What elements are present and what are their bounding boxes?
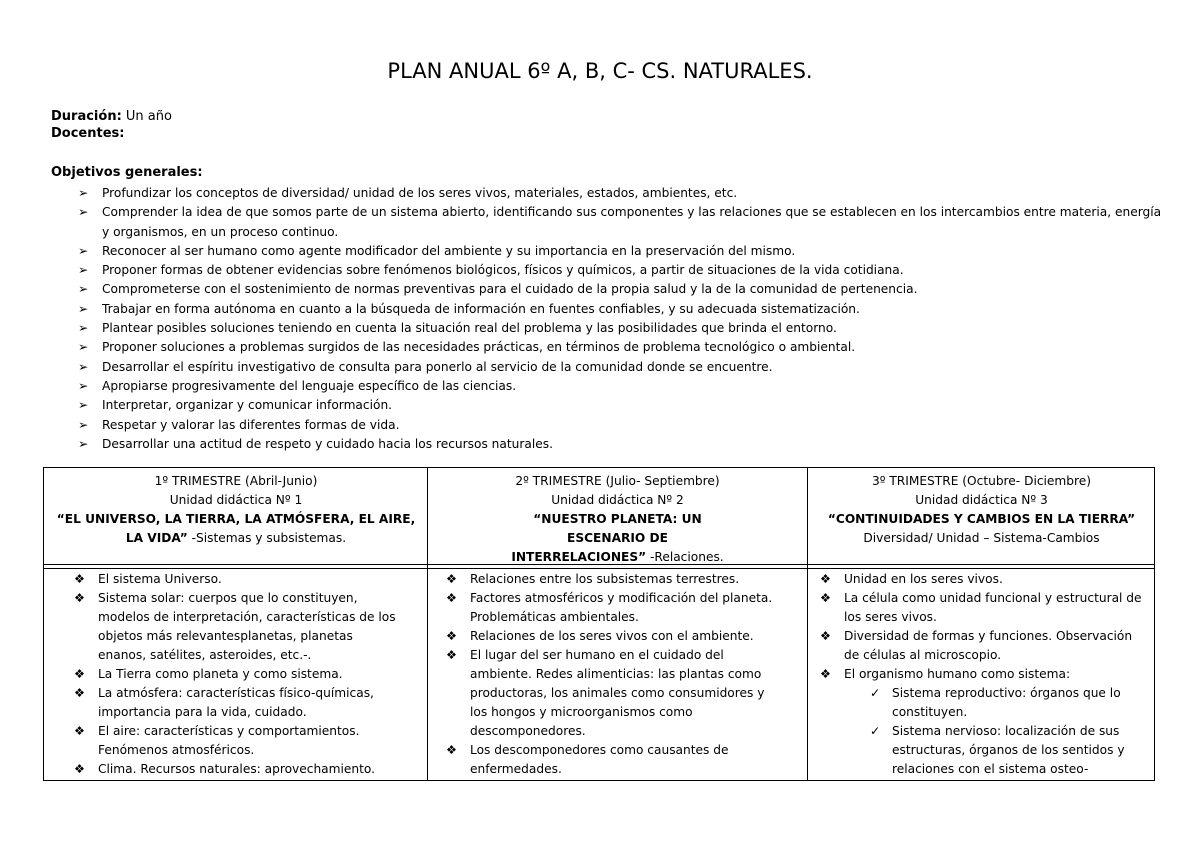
content-text: La atmósfera: características físico-químicas, importancia para la vida, cuidado. — [98, 686, 374, 719]
trimester-2-header — [429, 472, 806, 562]
content-text: Relaciones de los seres vivos con el ambiente. — [470, 629, 754, 643]
content-item — [70, 665, 396, 684]
diamond-bullet-icon: ❖ — [446, 629, 457, 643]
diamond-bullet-icon: ❖ — [74, 667, 85, 681]
objective-text: Profundizar los conceptos de diversidad/ unidad de los seres vivos, materiales, estados, ambientes, etc. — [102, 186, 738, 200]
diamond-bullet-icon: ❖ — [820, 629, 831, 643]
objective-text: Comprender la idea de que somos parte de un sistema abierto, identificando sus componentes y las relaciones que se establecen en los intercambios entre materia, energía y organismos, en un proceso continuo. — [102, 205, 1162, 239]
objective-text: Desarrollar una actitud de respeto y cuidado hacia los recursos naturales. — [102, 436, 553, 451]
diamond-bullet-icon: ❖ — [820, 667, 831, 681]
arrow-bullet-icon: ➢ — [78, 263, 89, 278]
objective-text: Respetar y valorar las diferentes formas de vida. — [102, 417, 400, 432]
page-title: PLAN ANUAL 6º A, B, C- CS. NATURALES. — [387, 59, 813, 83]
content-item — [816, 665, 1148, 684]
unit-label: Unidad didáctica Nº 2 — [551, 493, 684, 507]
content-text: Unidad en los seres vivos. — [844, 572, 1003, 586]
objective-item — [78, 338, 1163, 357]
unit-label: Unidad didáctica Nº 3 — [915, 493, 1048, 507]
duration-label: Duración: — [51, 109, 122, 124]
content-item — [442, 741, 778, 779]
objective-text: Desarrollar el espíritu investigativo de consulta para ponerlo al servicio de la comunidad donde se encuentre. — [102, 359, 773, 374]
content-item — [442, 589, 778, 627]
unit-label: Unidad didáctica Nº 1 — [169, 493, 303, 507]
content-text: El organismo humano como sistema: — [844, 667, 1071, 681]
objective-item — [78, 184, 1163, 203]
objective-text: Apropiarse progresivamente del lenguaje específico de las ciencias. — [102, 378, 517, 393]
diamond-bullet-icon: ❖ — [446, 743, 457, 757]
objective-text: Proponer formas de obtener evidencias sobre fenómenos biológicos, físicos y químicos, a partir de situaciones de la vida cotidiana. — [102, 263, 904, 278]
arrow-bullet-icon: ➢ — [78, 243, 89, 258]
unit-title: “CONTINUIDADES Y CAMBIOS EN LA TIERRA” — [827, 512, 1136, 526]
content-item — [70, 589, 396, 665]
arrow-bullet-icon: ➢ — [78, 186, 89, 200]
content-item — [816, 589, 1148, 627]
content-subitem — [816, 722, 1148, 779]
objective-item — [78, 435, 1163, 454]
content-item — [70, 760, 396, 779]
objective-text: Plantear posibles soluciones teniendo en cuenta la situación real del problema y las posibilidades que brinda el entorno. — [102, 321, 837, 336]
arrow-bullet-icon: ➢ — [78, 282, 89, 297]
trimester-table — [43, 467, 1155, 781]
objective-item — [78, 377, 1163, 396]
content-text: La Tierra como planeta y como sistema. — [98, 667, 343, 681]
diamond-bullet-icon: ❖ — [446, 648, 457, 662]
unit-subtitle: Diversidad/ Unidad – Sistema-Cambios — [863, 531, 1100, 545]
content-text: Factores atmosféricos y modificación del planeta. Problemáticas ambientales. — [470, 591, 773, 624]
content-text: Sistema nervioso: localización de sus estructuras, órganos de los sentidos y relaciones con el sistema osteo- — [892, 724, 1125, 776]
objective-text: Trabajar en forma autónoma en cuanto a la búsqueda de información en fuentes confiables, y su adecuada sistematización. — [102, 301, 860, 316]
arrow-bullet-icon: ➢ — [78, 378, 89, 393]
content-item — [442, 570, 778, 589]
content-text: Sistema solar: cuerpos que lo constituyen, modelos de interpretación, características de los objetos más relevantesplanetas, planetas enanos, satélites, asteroides, etc.-. — [98, 591, 396, 662]
trimester-term: 3º TRIMESTRE (Octubre- Diciembre) — [871, 474, 1092, 488]
content-text: La célula como unidad funcional y estructural de los seres vivos. — [844, 591, 1142, 624]
content-text: Los descomponedores como causantes de enfermedades. — [470, 743, 729, 776]
arrow-bullet-icon: ➢ — [78, 398, 89, 413]
content-item — [70, 684, 396, 722]
meta-block — [51, 108, 172, 142]
objective-item — [78, 280, 1163, 299]
duration-line — [51, 108, 172, 125]
objectives-list — [78, 184, 1163, 454]
objective-item — [78, 396, 1163, 415]
content-text: El lugar del ser humano en el cuidado del ambiente. Redes alimenticias: las plantas como productoras, los animales como consumidores y los hongos y microorganismos como descomponedores. — [470, 648, 765, 738]
arrow-bullet-icon: ➢ — [78, 321, 89, 336]
objective-item — [78, 319, 1163, 338]
content-text: Clima. Recursos naturales: aprovechamiento. — [98, 762, 376, 776]
content-item — [816, 627, 1148, 665]
trimester-3-content — [816, 570, 1148, 779]
unit-subtitle: -Relaciones. — [646, 550, 724, 564]
diamond-bullet-icon: ❖ — [446, 572, 457, 586]
arrow-bullet-icon: ➢ — [78, 301, 89, 316]
table-divider — [807, 468, 808, 780]
diamond-bullet-icon: ❖ — [74, 686, 85, 700]
content-text: Relaciones entre los subsistemas terrestres. — [470, 572, 740, 586]
objective-item — [78, 203, 1163, 242]
content-subitem — [816, 684, 1148, 722]
trimester-1-content — [70, 570, 396, 779]
arrow-bullet-icon: ➢ — [78, 359, 89, 374]
arrow-bullet-icon: ➢ — [78, 436, 89, 451]
content-text: El aire: características y comportamientos. Fenómenos atmosféricos. — [98, 724, 360, 757]
diamond-bullet-icon: ❖ — [74, 572, 85, 586]
objective-text: Proponer soluciones a problemas surgidos de las necesidades prácticas, en términos de problema tecnológico o ambiental. — [102, 340, 856, 355]
checkmark-bullet-icon: ✓ — [870, 686, 881, 700]
unit-title: “EL UNIVERSO, LA TIERRA, LA ATMÓSFERA, EL AIRE, LA VIDA” — [56, 512, 416, 545]
objective-item — [78, 300, 1163, 319]
unit-title-block — [46, 510, 426, 548]
objective-item — [78, 358, 1163, 377]
table-divider — [44, 568, 1154, 569]
table-divider — [427, 468, 428, 780]
content-item — [70, 570, 396, 589]
unit-title: “NUESTRO PLANETA: UN ESCENARIO DE INTERRELACIONES” — [511, 512, 702, 564]
diamond-bullet-icon: ❖ — [74, 724, 85, 738]
diamond-bullet-icon: ❖ — [820, 591, 831, 605]
objective-text: Interpretar, organizar y comunicar información. — [102, 398, 393, 413]
content-text: Diversidad de formas y funciones. Observación de células al microscopio. — [844, 629, 1133, 662]
content-item — [816, 570, 1148, 589]
objective-item — [78, 416, 1163, 435]
unit-subtitle: -Sistemas y subsistemas. — [187, 531, 347, 545]
trimester-term: 2º TRIMESTRE (Julio- Septiembre) — [515, 474, 720, 488]
content-item — [442, 646, 778, 741]
teachers-line — [51, 125, 172, 142]
trimester-1-header — [46, 472, 426, 562]
objective-text: Reconocer al ser humano como agente modificador del ambiente y su importancia en la preservación del mismo. — [102, 243, 796, 258]
objectives-heading: Objetivos generales: — [51, 165, 203, 180]
diamond-bullet-icon: ❖ — [446, 591, 457, 605]
content-text: El sistema Universo. — [98, 572, 222, 586]
arrow-bullet-icon: ➢ — [78, 340, 89, 355]
objective-item — [78, 261, 1163, 280]
diamond-bullet-icon: ❖ — [74, 762, 85, 776]
arrow-bullet-icon: ➢ — [78, 205, 89, 220]
trimester-term: 1º TRIMESTRE (Abril-Junio) — [154, 474, 318, 488]
duration-value: Un año — [121, 109, 172, 124]
teachers-label: Docentes: — [51, 126, 125, 141]
content-item — [442, 627, 778, 646]
content-item — [70, 722, 396, 760]
arrow-bullet-icon: ➢ — [78, 417, 89, 432]
unit-title-block — [429, 510, 806, 567]
trimester-2-content — [442, 570, 778, 779]
diamond-bullet-icon: ❖ — [74, 591, 85, 605]
objective-text: Comprometerse con el sostenimiento de normas preventivas para el cuidado de la propia salud y la de la comunidad de pertenencia. — [102, 282, 918, 297]
trimester-3-header — [809, 472, 1154, 562]
content-text: Sistema reproductivo: órganos que lo constituyen. — [892, 686, 1121, 719]
diamond-bullet-icon: ❖ — [820, 572, 831, 586]
checkmark-bullet-icon: ✓ — [870, 724, 881, 738]
objective-item — [78, 242, 1163, 261]
